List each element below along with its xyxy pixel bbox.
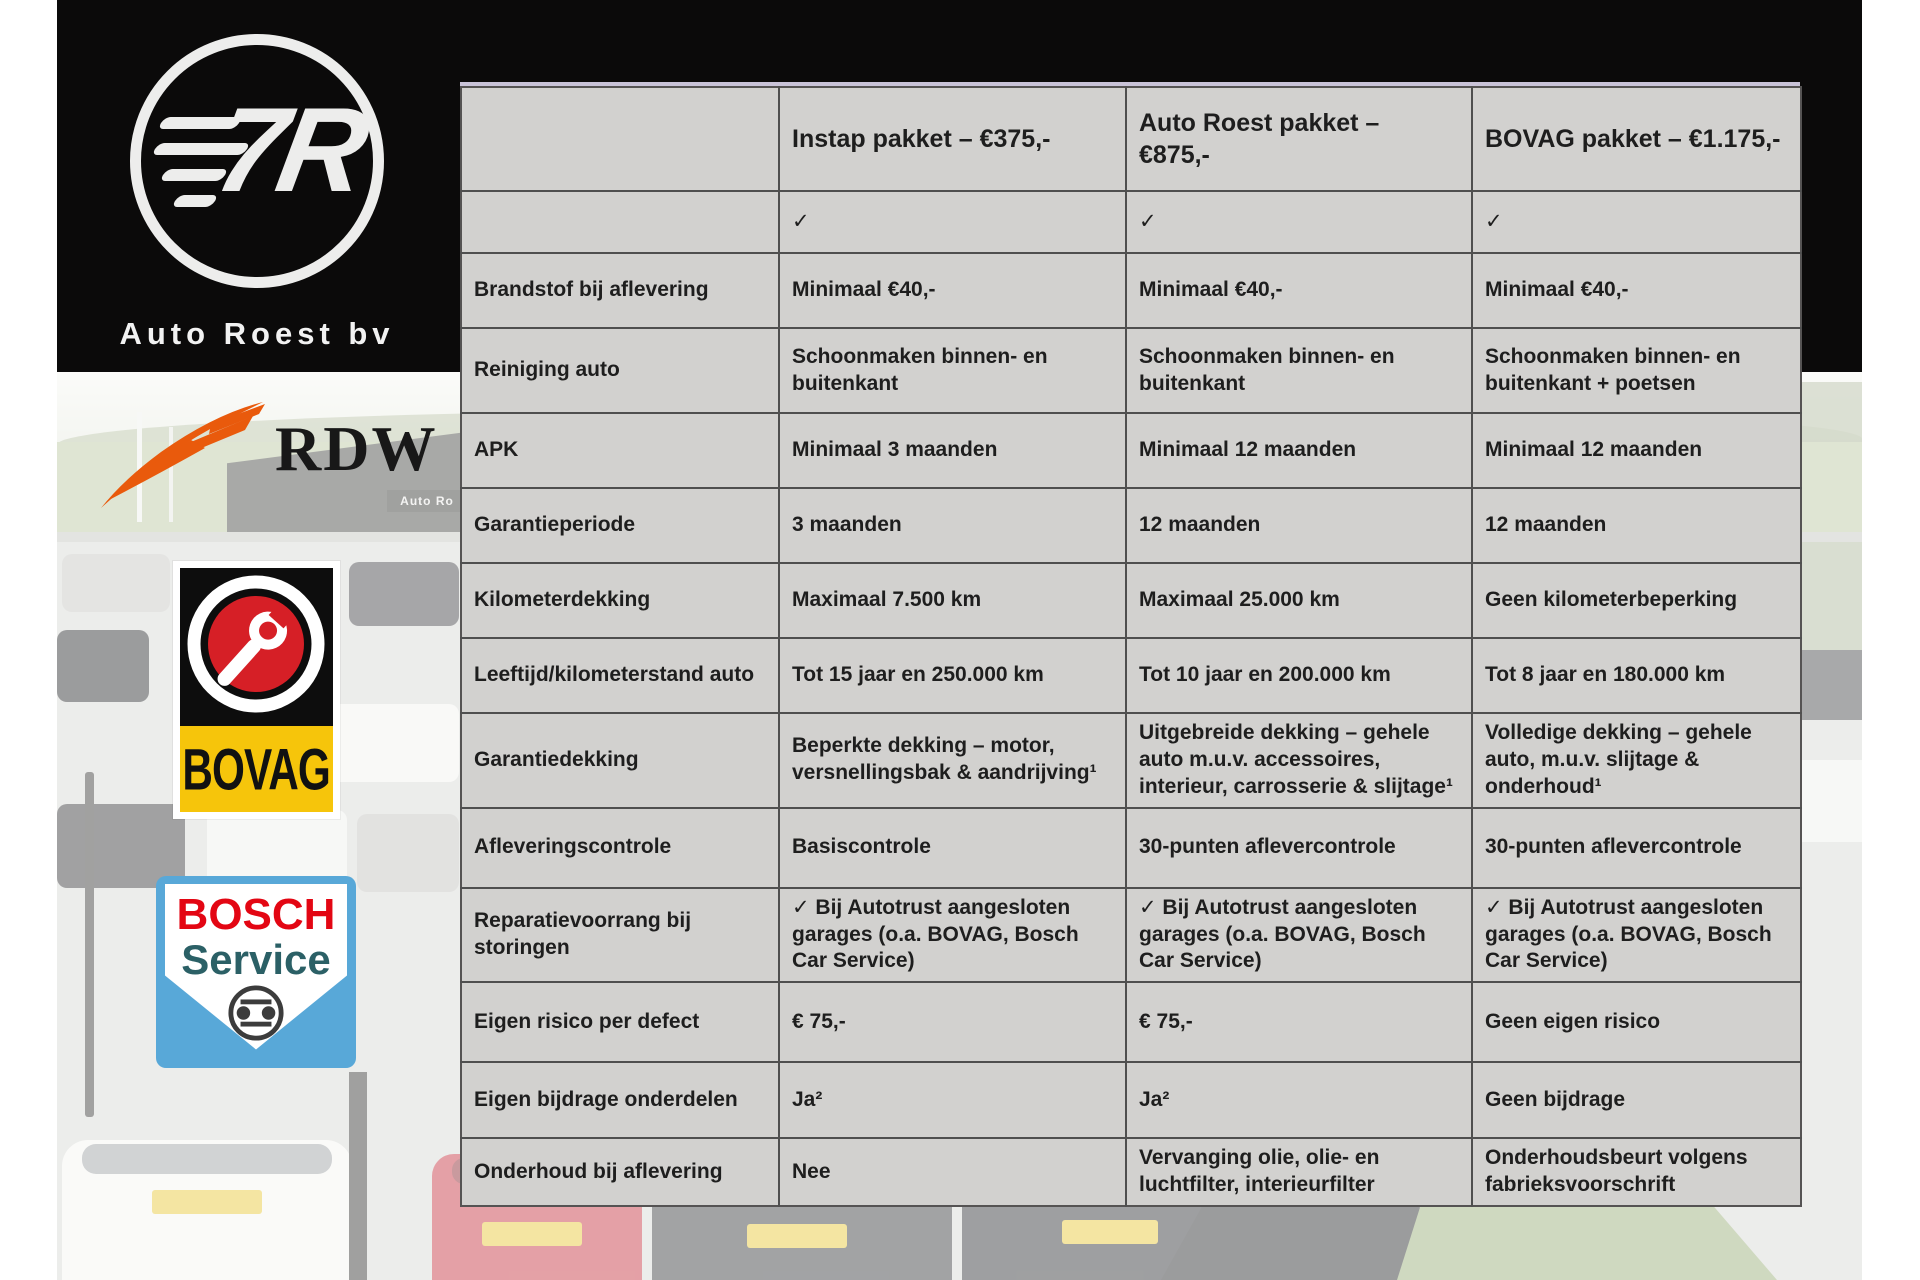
- table-row: [461, 808, 1801, 888]
- table-row: [461, 413, 1801, 488]
- row-label: [461, 191, 779, 253]
- bovag-wordmark: BOVAG: [182, 735, 331, 803]
- row-label: Reparatievoorrang bij storingen: [461, 888, 779, 983]
- cell-value: Schoonmaken binnen- en buitenkant: [779, 328, 1126, 413]
- bosch-service-wordmark: Service: [181, 936, 331, 983]
- row-label: Kilometerdekking: [461, 563, 779, 638]
- table-row: [461, 982, 1801, 1062]
- row-label: Eigen risico per defect: [461, 982, 779, 1062]
- cell-value: ✓: [1472, 191, 1801, 253]
- bovag-logo: [173, 561, 340, 819]
- row-label: Brandstof bij aflevering: [461, 253, 779, 328]
- table-row: [461, 563, 1801, 638]
- cell-value: Tot 15 jaar en 250.000 km: [779, 638, 1126, 713]
- cell-value: 12 maanden: [1472, 488, 1801, 563]
- cell-value: Onderhoudsbeurt volgens fabrieksvoorschrift: [1472, 1138, 1801, 1206]
- row-label: Garantieperiode: [461, 488, 779, 563]
- table-header-row: [461, 87, 1801, 191]
- table-row: [461, 253, 1801, 328]
- cell-value: 12 maanden: [1126, 488, 1472, 563]
- table-row: [461, 638, 1801, 713]
- cell-value: Tot 8 jaar en 180.000 km: [1472, 638, 1801, 713]
- table-row: [461, 1062, 1801, 1138]
- monogram-7r-icon: 7R: [207, 83, 373, 217]
- cell-value: ✓ Bij Autotrust aangesloten garages (o.a. BOVAG, Bosch Car Service): [779, 888, 1126, 983]
- row-label: Afleveringscontrole: [461, 808, 779, 888]
- cell-value: ✓: [1126, 191, 1472, 253]
- cell-value: Nee: [779, 1138, 1126, 1206]
- rdw-logo: [95, 396, 438, 526]
- package-comparison-table: [460, 86, 1802, 1207]
- cell-value: Minimaal 12 maanden: [1472, 413, 1801, 488]
- cell-value: Beperkte dekking – motor, versnellingsbak & aandrijving¹: [779, 713, 1126, 808]
- table-row: [461, 488, 1801, 563]
- bovag-banner: [180, 726, 333, 812]
- cell-value: Geen kilometerbeperking: [1472, 563, 1801, 638]
- bovag-wrench-icon: [180, 568, 333, 726]
- cell-value: Schoonmaken binnen- en buitenkant + poetsen: [1472, 328, 1801, 413]
- cell-value: Schoonmaken binnen- en buitenkant: [1126, 328, 1472, 413]
- col-header-instap-pakket: Instap pakket – €375,-: [779, 87, 1126, 191]
- bovag-emblem: [180, 568, 333, 726]
- cell-value: Tot 10 jaar en 200.000 km: [1126, 638, 1472, 713]
- cell-value: Geen eigen risico: [1472, 982, 1801, 1062]
- bosch-wordmark: BOSCH: [176, 890, 336, 939]
- auto-roest-logo: [57, 0, 457, 372]
- cell-value: Ja²: [779, 1062, 1126, 1138]
- package-table-body: [461, 191, 1801, 1206]
- col-header-auto-roest-pakket: Auto Roest pakket – €875,-: [1126, 87, 1472, 191]
- table-row: [461, 888, 1801, 983]
- cell-value: Volledige dekking – gehele auto, m.u.v. slijtage & onderhoud¹: [1472, 713, 1801, 808]
- cell-value: ✓: [779, 191, 1126, 253]
- cell-value: Ja²: [1126, 1062, 1472, 1138]
- row-label: Leeftijd/kilometerstand auto: [461, 638, 779, 713]
- cell-value: Maximaal 7.500 km: [779, 563, 1126, 638]
- table-row: [461, 1138, 1801, 1206]
- cell-value: Minimaal €40,-: [779, 253, 1126, 328]
- corner-cell: [461, 87, 779, 191]
- rdw-wordmark: RDW: [275, 413, 438, 484]
- cell-value: Uitgebreide dekking – gehele auto m.u.v. accessoires, interieur, carrosserie & slijtage¹: [1126, 713, 1472, 808]
- cell-value: ✓ Bij Autotrust aangesloten garages (o.a. BOVAG, Bosch Car Service): [1472, 888, 1801, 983]
- bosch-service-logo: [156, 876, 356, 1068]
- cell-value: ✓ Bij Autotrust aangesloten garages (o.a. BOVAG, Bosch Car Service): [1126, 888, 1472, 983]
- cell-value: Geen bijdrage: [1472, 1062, 1801, 1138]
- rdw-swoosh-icon: [95, 396, 280, 516]
- cell-value: 30-punten aflevercontrole: [1472, 808, 1801, 888]
- row-label: Onderhoud bij aflevering: [461, 1138, 779, 1206]
- cell-value: € 75,-: [779, 982, 1126, 1062]
- row-label: APK: [461, 413, 779, 488]
- cell-value: 3 maanden: [779, 488, 1126, 563]
- cell-value: Minimaal 3 maanden: [779, 413, 1126, 488]
- cell-value: Minimaal €40,-: [1472, 253, 1801, 328]
- package-table-wrapper: [460, 82, 1800, 1207]
- bosch-armature-icon: [227, 984, 285, 1042]
- auto-roest-wordmark: Auto Roest bv: [119, 316, 395, 351]
- cell-value: Vervanging olie, olie- en luchtfilter, interieurfilter: [1126, 1138, 1472, 1206]
- row-label: Eigen bijdrage onderdelen: [461, 1062, 779, 1138]
- row-label: Garantiedekking: [461, 713, 779, 808]
- cell-value: Maximaal 25.000 km: [1126, 563, 1472, 638]
- cell-value: Basiscontrole: [779, 808, 1126, 888]
- table-row: [461, 328, 1801, 413]
- row-label: Reiniging auto: [461, 328, 779, 413]
- cell-value: Minimaal €40,-: [1126, 253, 1472, 328]
- table-row: [461, 713, 1801, 808]
- cell-value: 30-punten aflevercontrole: [1126, 808, 1472, 888]
- cell-value: Minimaal 12 maanden: [1126, 413, 1472, 488]
- col-header-bovag-pakket: BOVAG pakket – €1.175,-: [1472, 87, 1801, 191]
- table-row: [461, 191, 1801, 253]
- cell-value: € 75,-: [1126, 982, 1472, 1062]
- auto-roest-monogram-circle-icon: [130, 34, 384, 288]
